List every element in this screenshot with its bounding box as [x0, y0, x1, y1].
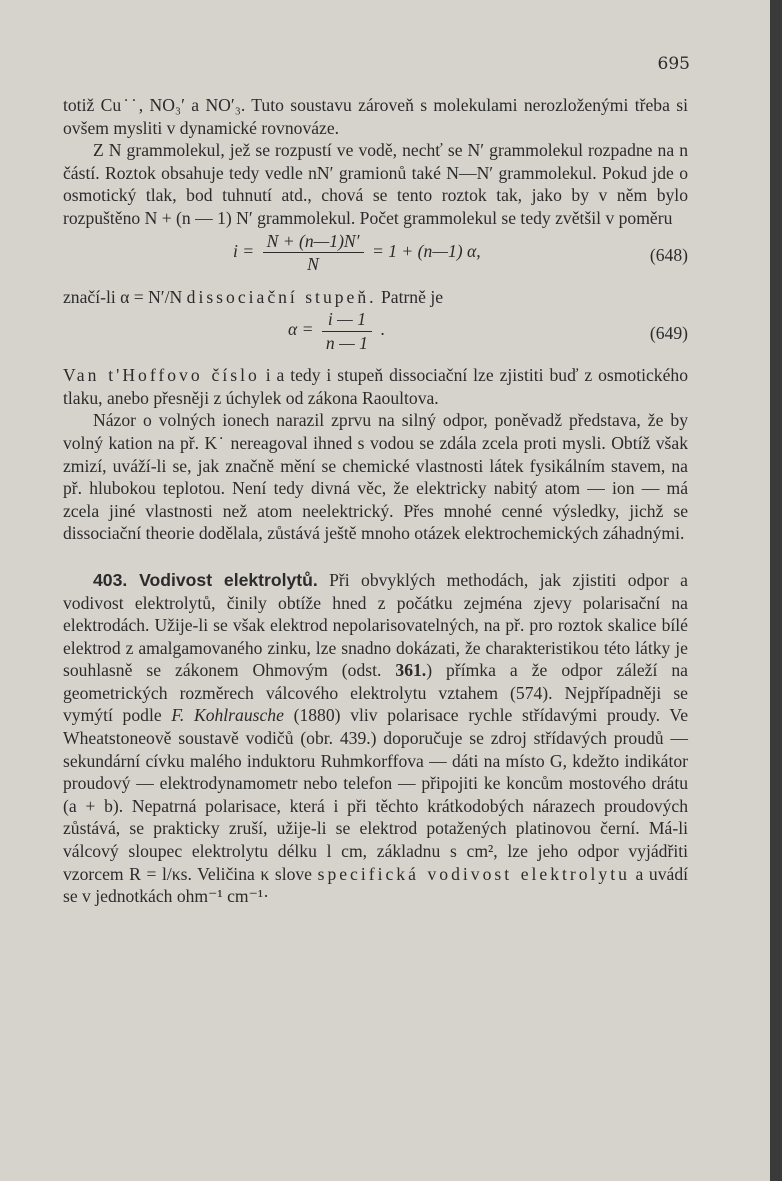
term-vant-hoff-number: Van t'Hoffovo číslo: [63, 365, 260, 386]
paragraph-4: Názor o volných ionech narazil zprvu na silný odpor, poněvadž představa, že by volný kation na př. K˙ nereagoval ihned s vodou se zdála zcela proti mysli. Obtíž však zmizí, uváží-li se, jak značně mění se chemické vlastnosti látek fysikálním stavem, na př. hlubokou teplotou. Není tedy divná věc, že elektricky nabitý atom — ion — má zcela jiné vlastnosti než atom neelektrický. Přes mnohé cenné výsledky, jichž se dissociační theorie dodělala, zůstává ještě mnoho otázek elektrochemických záhadnými.: [63, 410, 688, 544]
eq648-fraction: [263, 230, 364, 276]
section-author: F. Kohlrausche: [171, 705, 284, 726]
page-number: 695: [657, 54, 690, 74]
equation-649: [63, 308, 688, 364]
eq649-tail: .: [380, 319, 385, 340]
term-dissociation-degree: dissociační stupeň.: [186, 286, 377, 307]
eq648-rhs: = 1 + (n—1) α,: [371, 240, 481, 261]
section-text-d: a uvádí se v jednotkách ohm⁻¹ cm⁻¹·: [63, 863, 689, 907]
eq649-lhs: α =: [288, 319, 314, 340]
paragraph-3-text: i a tedy i stupeň dissociační lze zjistiti buď z osmotického tlaku, anebo přesněji z úchylek od zákona Raoultova.: [63, 365, 688, 408]
alpha-definition-tail: Patrně je: [380, 286, 444, 307]
eq649-fraction: [322, 308, 372, 354]
eq648-denominator: N: [307, 254, 319, 275]
eq649-number: (649): [649, 323, 688, 344]
section-ref: 361.: [395, 660, 427, 681]
eq649-denominator: n — 1: [325, 332, 368, 353]
section-heading: 403. Vodivost elektrolytů.: [93, 569, 318, 590]
alpha-definition: značí-li α = N′/N: [63, 286, 183, 307]
eq648-numerator: N + (n—1)N′: [263, 230, 364, 254]
eq649-numerator: i — 1: [322, 308, 372, 332]
eq648-lhs: i =: [233, 240, 255, 261]
section-text-a: Při obvyklých methodách, jak zjistiti odpor a vodivost elektrolytů, činily obtíže hned z počátku zejména zjevy polarisační na elektrodách. Užije-li se však elektrod nepolarisovatelných, na př. pro roztok skalice bílé elektrod z amalgamovaného zinku, lze snadno dokázati, že charakteristikou této látky je souhlasně se zákonem Ohmovým (odst.: [63, 569, 688, 681]
eq648-number: (648): [649, 244, 688, 265]
section-403: [63, 569, 688, 908]
equation-648: [63, 230, 688, 286]
section-text-c: (1880) vliv polarisace rychle střídavými proudy. Ve Wheatstoneově soustavě vodičů (obr. 439.) doporučuje se zdroj střídavých proudů — sekundární cívku malého induktoru Ruhmkorffova — dáti na místo G, kdežto indikátor proudový — elektrodynamometr nebo telefon — připojiti ke koncům mostového drátu (a + b). Nepatrná polarisace, která i při těchto krátkodobých nárazech proudových zůstává, se prakticky zruší, užije-li se elektrod potažených platinovou černí. Má-li válcový sloupec elektrolytu délku l cm, základnu s cm², lze jeho odpor vyjádřiti vzorcem R = l/κs. Veličina κ slove: [63, 705, 689, 884]
paragraph-1: totiž Cu˙˙, NO₃′ a NO′₃. Tuto soustavu zároveň s molekulami nerozloženými třeba si ovšem mysliti v dynamické rovnováze.: [63, 95, 688, 138]
page-body: [63, 94, 688, 908]
paragraph-3: [63, 364, 688, 409]
paragraph-2: Z N grammolekul, jež se rozpustí ve vodě, nechť se N′ grammolekul rozpadne na n částí. Roztok obsahuje tedy vedle nN′ gramionů také N—N′ grammolekul. Pokud jde o osmotický tlak, bod tuhnutí atd., chová se tento roztok tak, jako by v něm bylo rozpuštěno N + (n — 1) N′ grammolekul. Počet grammolekul se tedy zvětšil v poměru: [63, 140, 688, 228]
section-text-b: ) přímka a že odpor záleží na geometrických rozměrech válcového elektrolytu vztahem (574). Nejpřípadněji se vymýtí podle: [63, 660, 688, 726]
page-edge-shadow: [770, 0, 782, 1181]
term-specific-conductivity: specifická vodivost elektrolytu: [317, 863, 630, 884]
alpha-definition-line: [63, 286, 688, 309]
